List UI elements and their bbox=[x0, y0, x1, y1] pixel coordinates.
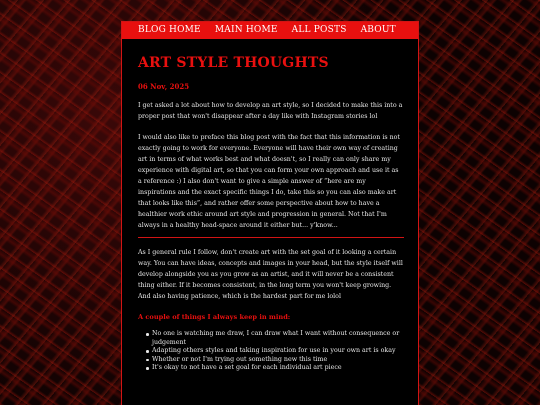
post-paragraph-general-rule: As I general rule I follow, don't create art with the set goal of it looking a certain way. You can have ideas, concepts and images in your head, but the style itself will develop alongside you as you grow as an artist, and it will never be a consistent thing either. If it becomes consistent, in the long term you won't keep growing. And also having patience, which is the hardest part for me lolol bbox=[138, 249, 403, 300]
list-item: Adapting others styles and taking inspiration for use in your own art is okay bbox=[146, 347, 404, 356]
nav-blog-home-link[interactable]: BLOG HOME bbox=[138, 25, 201, 35]
nav-main-home-link[interactable]: MAIN HOME bbox=[214, 25, 278, 35]
post-content bbox=[122, 54, 418, 373]
tips-list bbox=[138, 330, 404, 373]
nav-all-posts-link[interactable]: ALL POSTS bbox=[291, 25, 347, 35]
list-item: Whether or not I'm trying out something new this time bbox=[146, 356, 404, 365]
list-item: It's okay to not have a set goal for each individual art piece bbox=[146, 364, 404, 373]
blog-post-panel bbox=[121, 21, 419, 405]
post-title: ART STYLE THOUGHTS bbox=[138, 55, 329, 71]
section-divider bbox=[138, 237, 404, 238]
list-item: No one is watching me draw, I can draw what I want without consequence or judgement bbox=[146, 330, 404, 347]
top-navigation-bar bbox=[122, 22, 418, 39]
post-date: 06 Nov, 2025 bbox=[138, 82, 190, 91]
list-subheading: A couple of things I always keep in mind: bbox=[138, 313, 291, 321]
post-paragraph-intro: I get asked a lot about how to develop an art style, so I decided to make this into a proper post that won't disappear after a day like with Instagram stories lol bbox=[138, 102, 403, 120]
nav-about-link[interactable]: ABOUT bbox=[360, 25, 396, 35]
post-paragraph-preface: I would also like to preface this blog post with the fact that this information is not exactly going to work for everyone. Everyone will have their own way of creating art in terms of what works best and what doesn't, so I really can only share my experience with digital art, so that you can form your own approach and use it as a reference :) I also don't want to give a simple answer of “here are my inspirations and the exact specific things I do, take this so you can also make art that looks like this”, and rather offer some perspective about how to have a healthier work ethic around art style and progression in general. Not that I'm always in a healthy head-space around it either but... y'know... bbox=[138, 134, 400, 229]
